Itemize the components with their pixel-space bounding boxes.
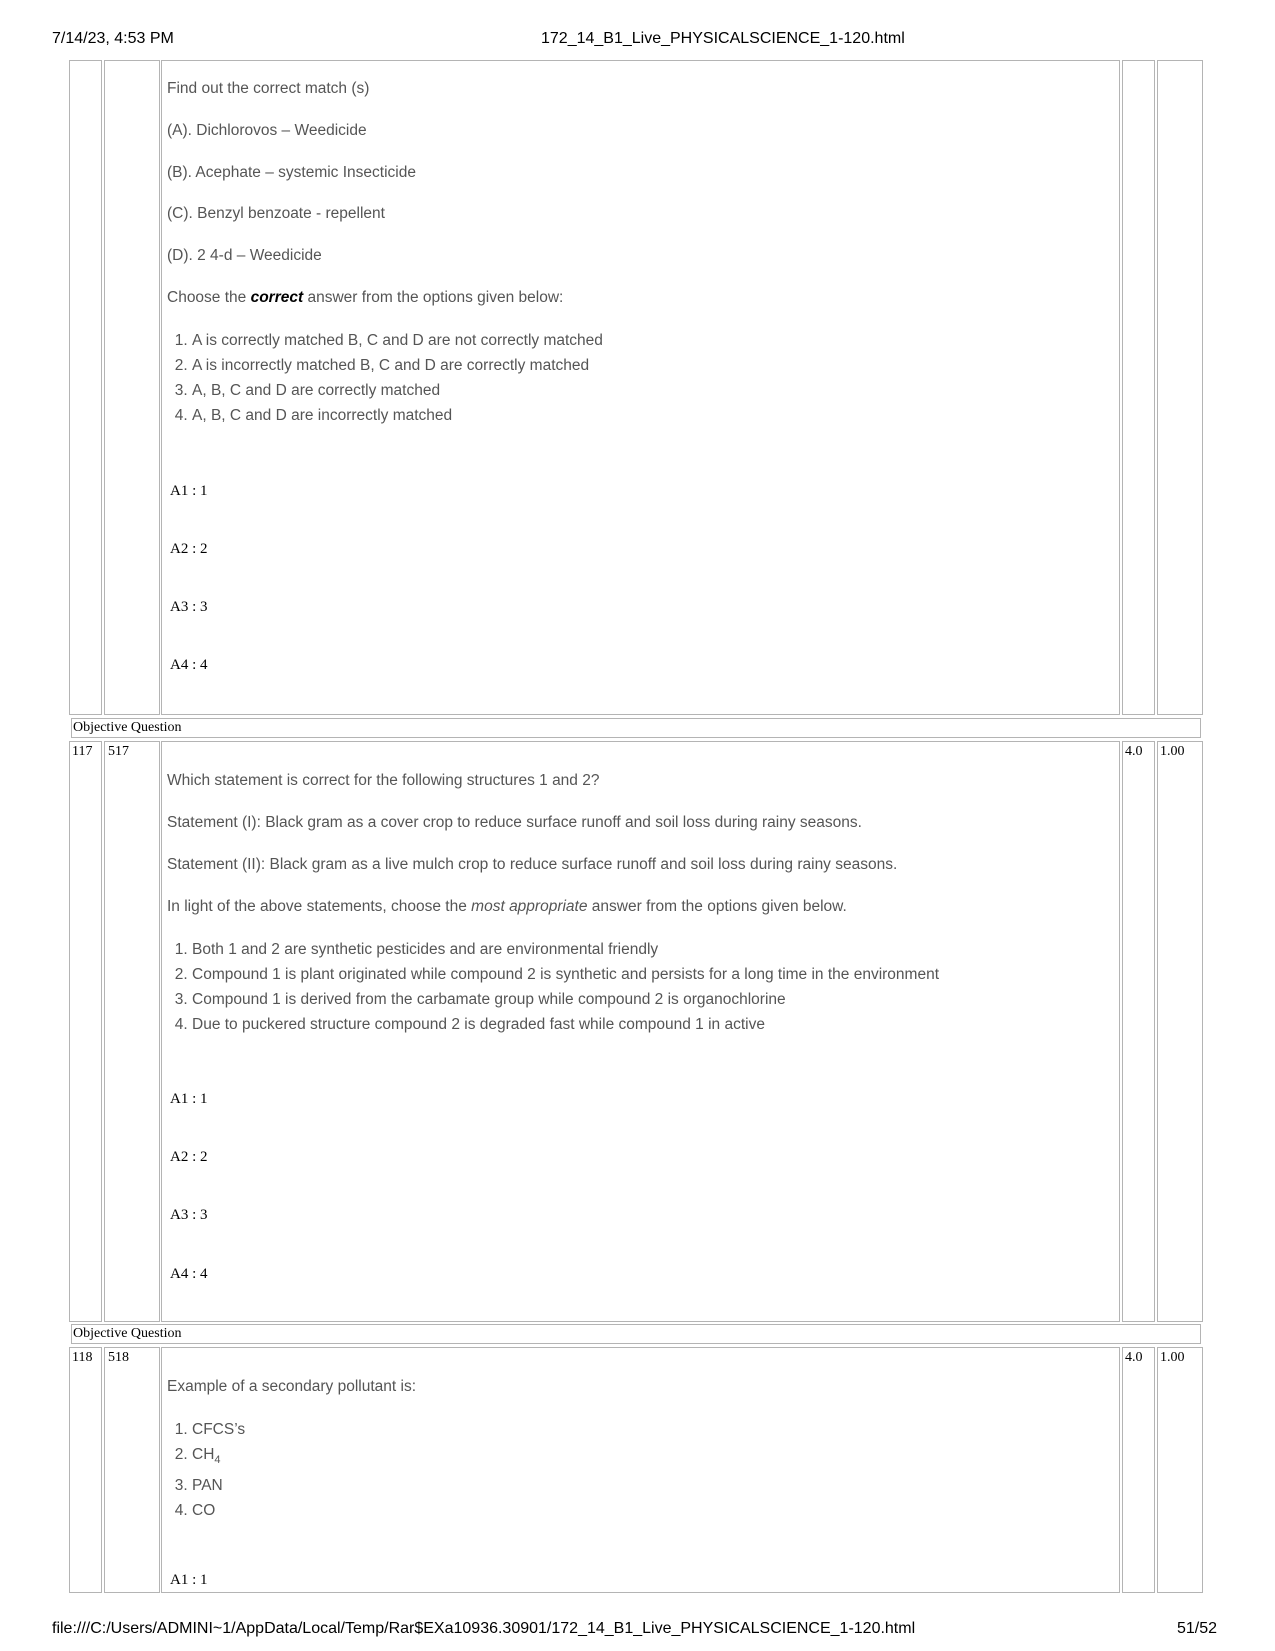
option: 2. A is incorrectly matched B, C and D are correctly matched: [192, 353, 603, 378]
option: 2. $CH_4$: [192, 1442, 245, 1473]
negative-marks: 1.00: [1160, 1350, 1185, 1365]
question-id: 517: [108, 744, 129, 759]
answer-key: A1 : 1: [170, 1572, 208, 1588]
instruction-line: In light of the above statements, choose the most appropriate answer from the options given below.: [167, 898, 847, 915]
answer-key: A4 : 4: [170, 1266, 208, 1282]
answer-key: A2 : 2: [170, 1149, 208, 1165]
marks-cell: [1122, 60, 1155, 715]
option: 3. A, B, C and D are correctly matched: [192, 378, 603, 403]
question-id: 518: [108, 1350, 129, 1365]
serial-cell: [69, 741, 102, 1322]
marks: 4.0: [1125, 744, 1143, 759]
option: 3. PAN: [192, 1473, 245, 1498]
answer-key: A2 : 2: [170, 541, 208, 557]
marks-cell: [1122, 741, 1155, 1322]
question-line: (D). 2 4-d – Weedicide: [167, 247, 322, 264]
options-list: [167, 1417, 245, 1523]
serial-number: 118: [72, 1350, 93, 1365]
question-line: Statement (I): Black gram as a cover crop to reduce surface runoff and soil loss during rainy seasons.: [167, 814, 862, 831]
print-title: 172_14_B1_Live_PHYSICALSCIENCE_1-120.html: [541, 30, 905, 47]
id-cell: [104, 60, 160, 715]
negative-cell: [1157, 60, 1203, 715]
option: 1. A is correctly matched B, C and D are not correctly matched: [192, 328, 603, 353]
question-line: (B). Acephate – systemic Insecticide: [167, 164, 416, 181]
serial-number: 117: [72, 744, 93, 759]
answer-key: A3 : 3: [170, 1207, 208, 1223]
answer-key: A3 : 3: [170, 599, 208, 615]
id-cell: [104, 1347, 160, 1593]
option: 1. CFCS’s: [192, 1417, 245, 1442]
option: 1. Both 1 and 2 are synthetic pesticides and are environmental friendly: [192, 937, 939, 962]
marks-cell: [1122, 1347, 1155, 1593]
negative-marks: 1.00: [1160, 744, 1185, 759]
serial-cell: [69, 1347, 102, 1593]
file-path: file:///C:/Users/ADMINI~1/AppData/Local/Temp/Rar$EXa10936.30901/172_14_B1_Live_PHYSICALSCIENCE_1-120.html: [52, 1620, 916, 1637]
option: 4. A, B, C and D are incorrectly matched: [192, 403, 603, 428]
question-line: Example of a secondary pollutant is:: [167, 1378, 416, 1395]
option: 4. Due to puckered structure compound 2 is degraded fast while compound 1 in active: [192, 1012, 939, 1037]
answer-key: A1 : 1: [170, 1091, 208, 1107]
negative-cell: [1157, 741, 1203, 1322]
answer-key: A4 : 4: [170, 657, 208, 673]
question-type-label: Objective Question: [71, 1324, 1201, 1344]
negative-cell: [1157, 1347, 1203, 1593]
id-cell: [104, 741, 160, 1322]
print-datetime: 7/14/23, 4:53 PM: [52, 30, 174, 47]
question-type-label: Objective Question: [71, 718, 1201, 738]
option: 2. Compound 1 is plant originated while compound 2 is synthetic and persists for a long time in the environment: [192, 962, 939, 987]
marks: 4.0: [1125, 1350, 1143, 1365]
question-line: Find out the correct match (s): [167, 80, 370, 97]
options-list: [167, 937, 939, 1037]
options-list: [167, 328, 603, 428]
question-line: (A). Dichlorovos – Weedicide: [167, 122, 367, 139]
choose-instruction: Choose the correct answer from the options given below:: [167, 289, 564, 306]
option: 3. Compound 1 is derived from the carbamate group while compound 2 is organochlorine: [192, 987, 939, 1012]
question-line: (C). Benzyl benzoate - repellent: [167, 205, 385, 222]
question-line: Which statement is correct for the following structures 1 and 2?: [167, 772, 600, 789]
page-number: 51/52: [1177, 1620, 1218, 1637]
question-line: Statement (II): Black gram as a live mulch crop to reduce surface runoff and soil loss during rainy seasons.: [167, 856, 898, 873]
serial-cell: [69, 60, 102, 715]
answer-key: A1 : 1: [170, 483, 208, 499]
option: 4. CO: [192, 1498, 245, 1523]
